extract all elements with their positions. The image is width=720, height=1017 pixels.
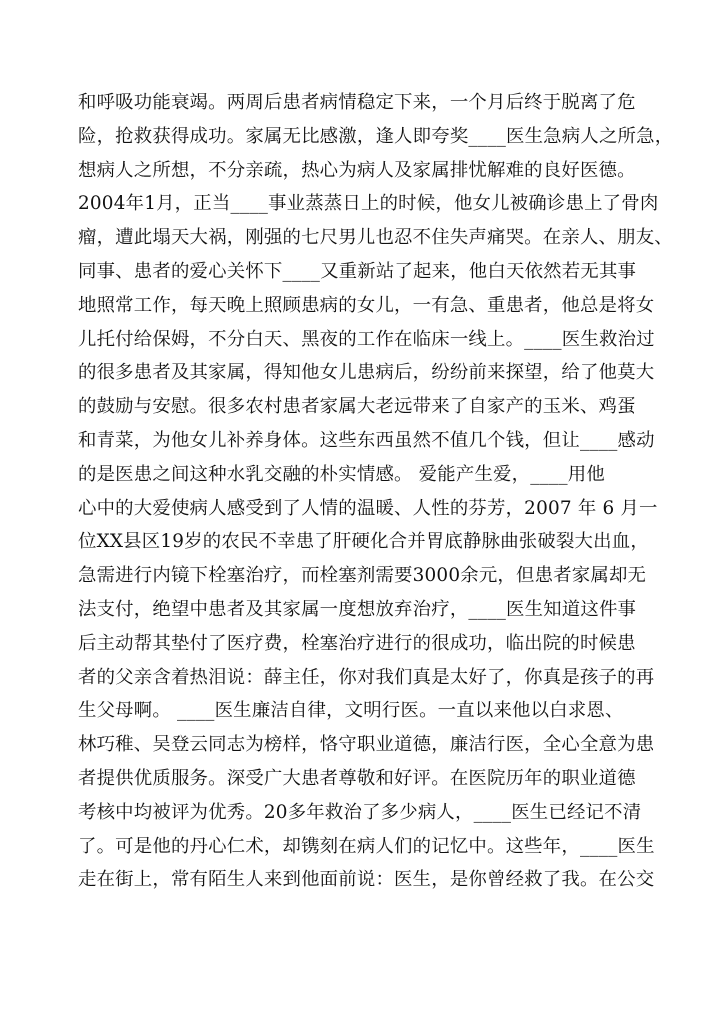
text-line: 法支付，绝望中患者及其家属一度想放弃治疗，____医生知道这件事 [78,598,637,620]
text-line: 和呼吸功能衰竭。两周后患者病情稳定下来，一个月后终于脱离了危 [78,92,636,113]
text-line: 儿托付给保姆，不分白天、黑夜的工作在临床一线上。____医生救治过 [78,328,655,350]
body-text [78,86,678,897]
text-line: 地照常工作，每天晚上照顾患病的女儿，一有急、重患者，他总是将女 [78,294,655,316]
text-line: 瘤，遭此塌天大祸，刚强的七尺男儿也忍不住失声痛哭。在亲人、朋友、 [78,227,673,249]
text-line: 了。可是他的丹心仁术，却镌刻在病人们的记忆中。这些年，____医生 [78,835,655,857]
text-line: 的很多患者及其家属，得知他女儿患病后，纷纷前来探望，给了他莫大 [78,362,655,384]
text-line: 位XX县区19岁的农民不幸患了肝硬化合并胃底静脉曲张破裂大出血， [78,531,649,553]
text-line: 急需进行内镜下栓塞治疗，而栓塞剂需要3000余元，但患者家属却无 [78,565,647,587]
text-line: 和青菜，为他女儿补养身体。这些东西虽然不值几个钱，但让____感动 [78,429,655,451]
text-line: 生父母啊。 ____医生廉洁自律，文明行医。一直以来他以白求恩、 [78,700,624,722]
text-line: 2004年1月，正当____事业蒸蒸日上的时候，他女儿被确诊患上了骨肉 [78,193,659,215]
text-line: 者的父亲含着热泪说：薛主任，你对我们真是太好了，你真是孩子的再 [78,666,655,688]
text-line: 走在街上，常有陌生人来到他面前说：医生，是你曾经救了我。在公交 [78,869,655,891]
text-line: 同事、患者的爱心关怀下____又重新站了起来，他白天依然若无其事 [78,260,637,282]
text-line: 后主动帮其垫付了医疗费，栓塞治疗进行的很成功，临出院的时候患 [78,632,636,654]
text-line: 险，抢救获得成功。家属无比感激，逢人即夸奖____医生急病人之所急， [78,125,674,147]
text-line: 的是医患之间这种水乳交融的朴实情感。 爱能产生爱，____用他 [78,463,605,485]
text-line: 想病人之所想，不分亲疏，热心为病人及家属排忧解难的良好医德。 [78,159,636,181]
text-line: 心中的大爱使病人感受到了人情的温暖、人性的芬芳，2007 年 6 月一 [78,497,658,519]
text-line: 林巧稚、吴登云同志为榜样，恪守职业道德，廉洁行医，全心全意为患 [78,734,655,756]
text-line: 的鼓励与安慰。很多农村患者家属大老远带来了自家产的玉米、鸡蛋 [78,396,636,418]
text-line: 者提供优质服务。深受广大患者尊敬和好评。在医院历年的职业道德 [78,767,636,789]
text-line: 考核中均被评为优秀。20多年救治了多少病人，____医生已经记不清 [78,801,642,823]
